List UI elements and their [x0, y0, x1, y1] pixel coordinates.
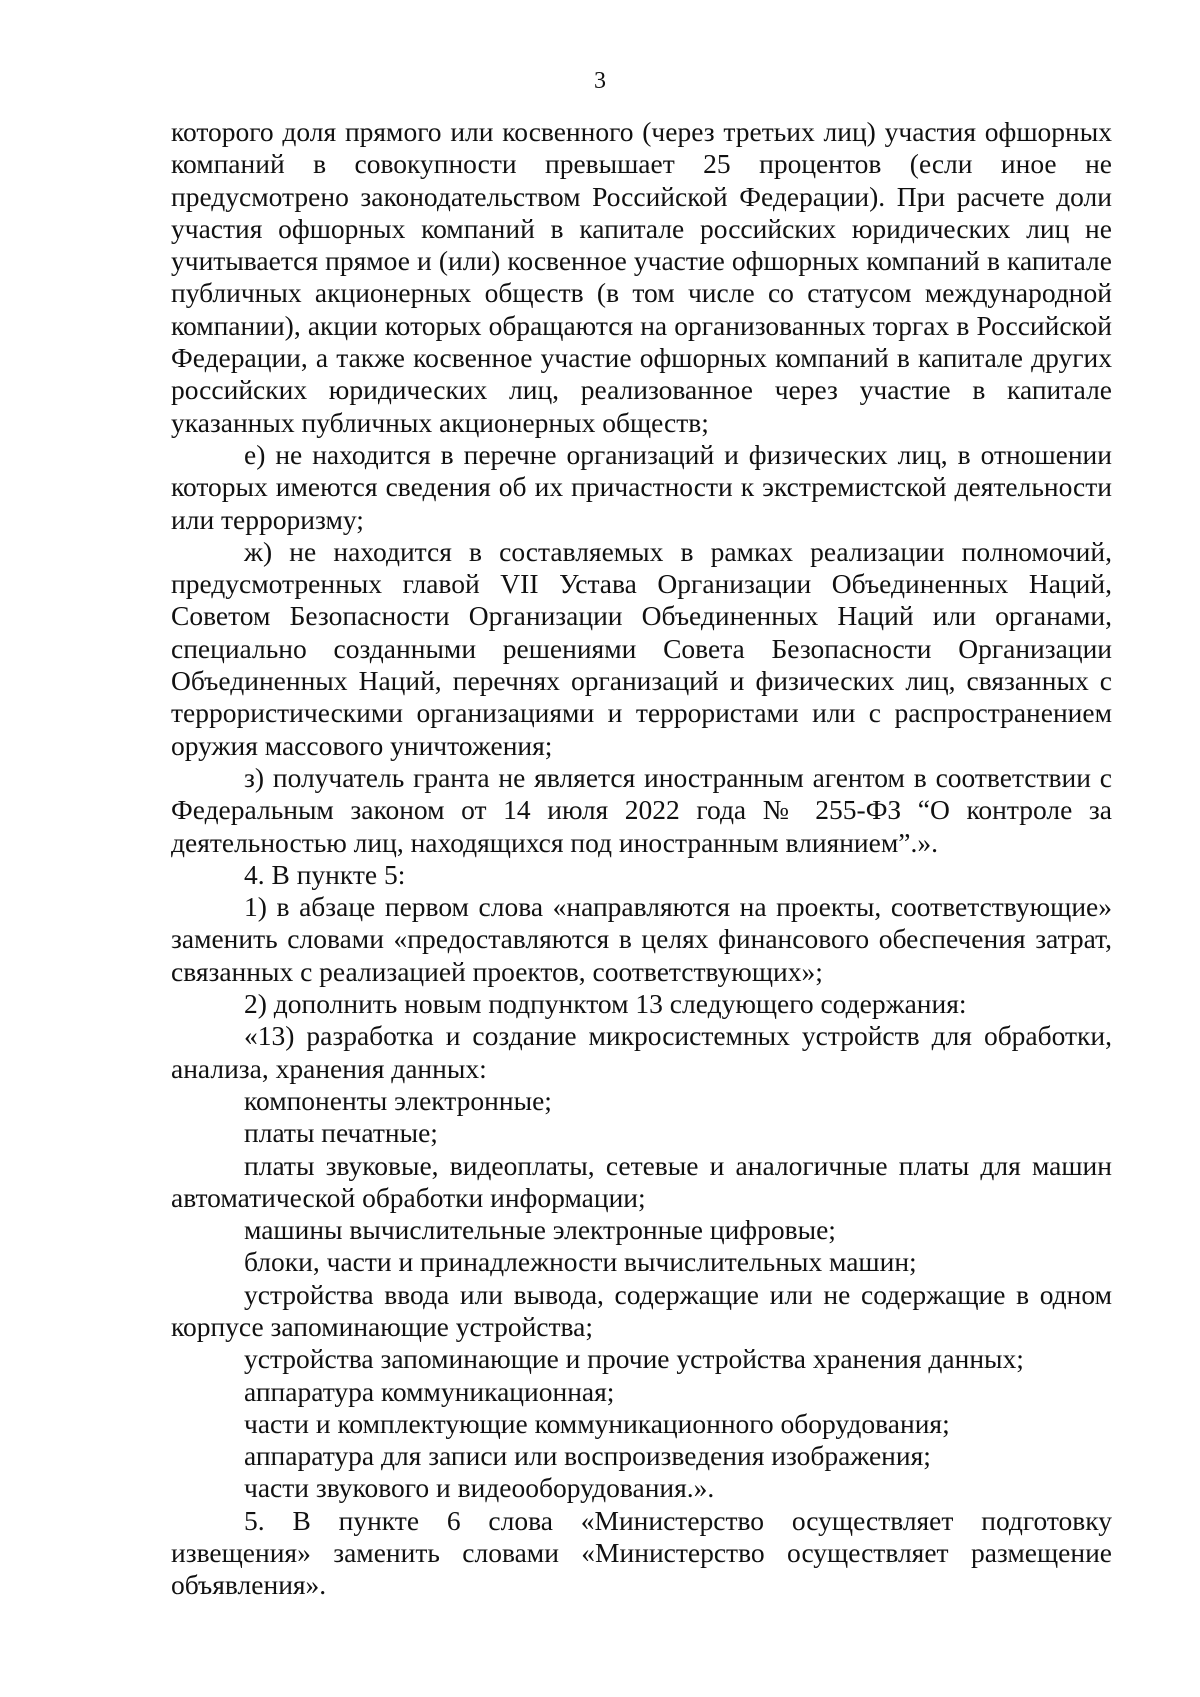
list-item: платы печатные;: [244, 1117, 438, 1149]
list-item: части звукового и видеооборудования.».: [244, 1472, 715, 1504]
paragraph-subpoint-2: 2) дополнить новым подпунктом 13 следующего содержания:: [244, 988, 967, 1020]
paragraph-point-4: 4. В пункте 5:: [244, 858, 406, 890]
paragraph-continuation: которого доля прямого или косвенного (через третьих лиц) участия офшорных компаний в совокупности превышает 25 процентов (если иное не предусмотрено законодательством Российской Федерации). При расчете доли участия офшорных компаний в капитале российских юридических лиц не учитывается прямое и (или) косвенное участие офшорных компаний в капитале публичных акционерных обществ (в том числе со статусом международной компании), акции которых обращаются на организованных торгах в Российской Федерации, а также косвенное участие офшорных компаний в капитале других российских юридических лиц, реализованное через участие в капитале указанных публичных акционерных обществ;: [171, 116, 1112, 438]
list-item: аппаратура для записи или воспроизведения изображения;: [244, 1440, 931, 1472]
page-number: 3: [594, 68, 606, 94]
paragraph-subpoint-13: «13) разработка и создание микросистемных устройств для обработки, анализа, хранения данных:: [171, 1020, 1112, 1084]
list-item: компоненты электронные;: [244, 1084, 552, 1116]
list-item: части и комплектующие коммуникационного оборудования;: [244, 1407, 950, 1439]
list-item: машины вычислительные электронные цифровые;: [244, 1214, 836, 1246]
list-item: платы звуковые, видеоплаты, сетевые и аналогичные платы для машин автоматической обработки информации;: [171, 1149, 1112, 1213]
paragraph-subpoint-1: 1) в абзаце первом слова «направляются на проекты, соответствующие» заменить словами «предоставляются в целях финансового обеспечения затрат, связанных с реализацией проектов, соответствующих»;: [171, 891, 1112, 987]
list-item: блоки, части и принадлежности вычислительных машин;: [244, 1246, 917, 1278]
paragraph-item-zh: ж) не находится в составляемых в рамках реализации полномочий, предусмотренных главой VII Устава Организации Объединенных Наций, Советом Безопасности Организации Объединенных Наций или органами, специально созданными решениями Совета Безопасности Организации Объединенных Наций, перечнях организаций и физических лиц, связанных с террористическими организациями и террористами или с распространением оружия массового уничтожения;: [171, 535, 1112, 761]
list-item: устройства запоминающие и прочие устройства хранения данных;: [244, 1343, 1024, 1375]
paragraph-item-e: е) не находится в перечне организаций и физических лиц, в отношении которых имеются сведения об их причастности к экстремистской деятельности или терроризму;: [171, 438, 1112, 535]
list-item: аппаратура коммуникационная;: [244, 1375, 615, 1407]
document-body: [171, 116, 1112, 1602]
list-item: устройства ввода или вывода, содержащие или не содержащие в одном корпусе запоминающие устройства;: [171, 1278, 1112, 1342]
paragraph-point-5: 5. В пункте 6 слова «Министерство осуществляет подготовку извещения» заменить словами «Министерство осуществляет размещение объявления».: [171, 1504, 1112, 1601]
paragraph-item-z: з) получатель гранта не является иностранным агентом в соответствии с Федеральным законом от 14 июля 2022 года № 255-ФЗ “О контроле за деятельностью лиц, находящихся под иностранным влиянием”.».: [171, 761, 1112, 858]
